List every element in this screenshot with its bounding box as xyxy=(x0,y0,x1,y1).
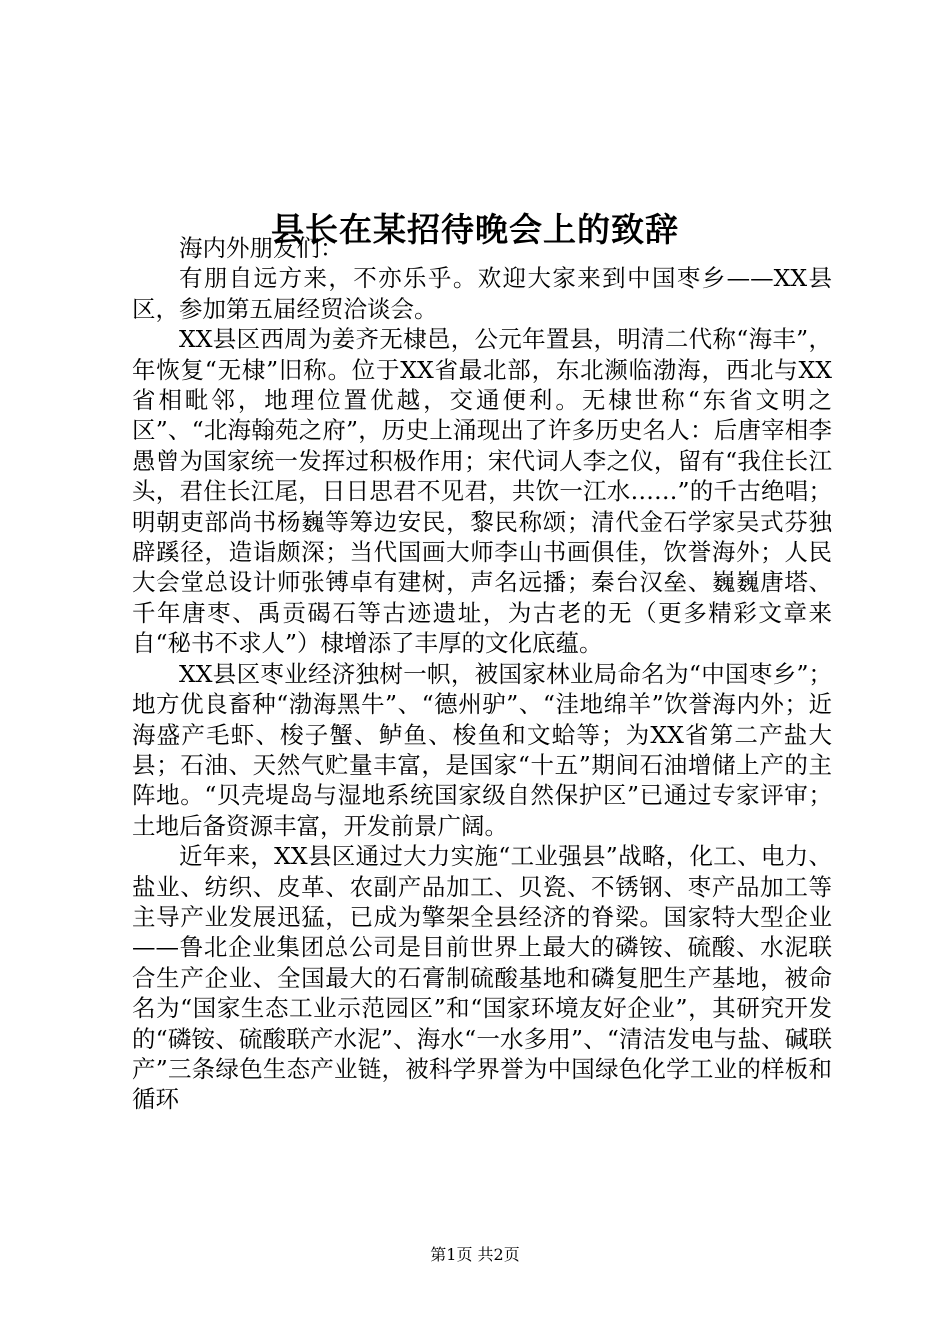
history-paragraph: XX县区西周为姜齐无棣邑，公元年置县，明清二代称“海丰”，年恢复“无棣”旧称。位于XX省最北部，东北濒临渤海，西北与XX省相毗邻，地理位置优越，交通便利。无棣世称“东省文明之区”、“北海翰苑之府”，历史上涌现出了许多历史名人：后唐宰相李愚曾为国家统一发挥过积极作用；宋代词人李之仪，留有“我住长江头，君住长江尾，日日思君不见君，共饮一江水……”的千古绝唱；明朝吏部尚书杨巍等筹边安民，黎民称颂；清代金石学家吴式芬独辟蹊径，造诣颇深；当代国画大师李山书画俱佳，饮誉海外；人民大会堂总设计师张镈卓有建树，声名远播；秦台汉垒、巍巍唐塔、千年唐枣、禹贡碣石等古迹遗址，为古老的无（更多精彩文章来自“秘书不求人”）棣增添了丰厚的文化底蕴。 xyxy=(132,325,832,658)
welcome-paragraph: 有朋自远方来，不亦乐乎。欢迎大家来到中国枣乡——XX县区，参加第五届经贸洽谈会。 xyxy=(132,264,832,323)
salutation-paragraph: 海内外朋友们： xyxy=(179,234,344,262)
resources-paragraph: XX县区枣业经济独树一帜，被国家林业局命名为“中国枣乡”；地方优良畜种“渤海黑牛”、“德州驴”、“洼地绵羊”饮誉海内外；近海盛产毛虾、梭子蟹、鲈鱼、梭鱼和文蛤等；为XX省第二产盐大县；石油、天然气贮量丰富，是国家“十五”期间石油增储上产的主阵地。“贝壳堤岛与湿地系统国家级自然保护区”已通过专家评审；土地后备资源丰富，开发前景广阔。 xyxy=(132,659,832,840)
document-body xyxy=(132,233,832,1115)
document-title: 县长在某招待晚会上的致辞 xyxy=(271,210,679,250)
industry-paragraph: 近年来，XX县区通过大力实施“工业强县”战略，化工、电力、盐业、纺织、皮革、农副产品加工、贝瓷、不锈钢、枣产品加工等主导产业发展迅猛，已成为擎架全县经济的脊梁。国家特大型企业——鲁北企业集团总公司是目前世界上最大的磷铵、硫酸、水泥联合生产企业、全国最大的石膏制硫酸基地和磷复肥生产基地，被命名为“国家生态工业示范园区”和“国家环境友好企业”，其研究开发的“磷铵、硫酸联产水泥”、海水“一水多用”、“清洁发电与盐、碱联产”三条绿色生态产业链，被科学界誉为中国绿色化学工业的样板和循环 xyxy=(132,842,832,1114)
page-number-footer: 第1页 共2页 xyxy=(430,1245,520,1264)
